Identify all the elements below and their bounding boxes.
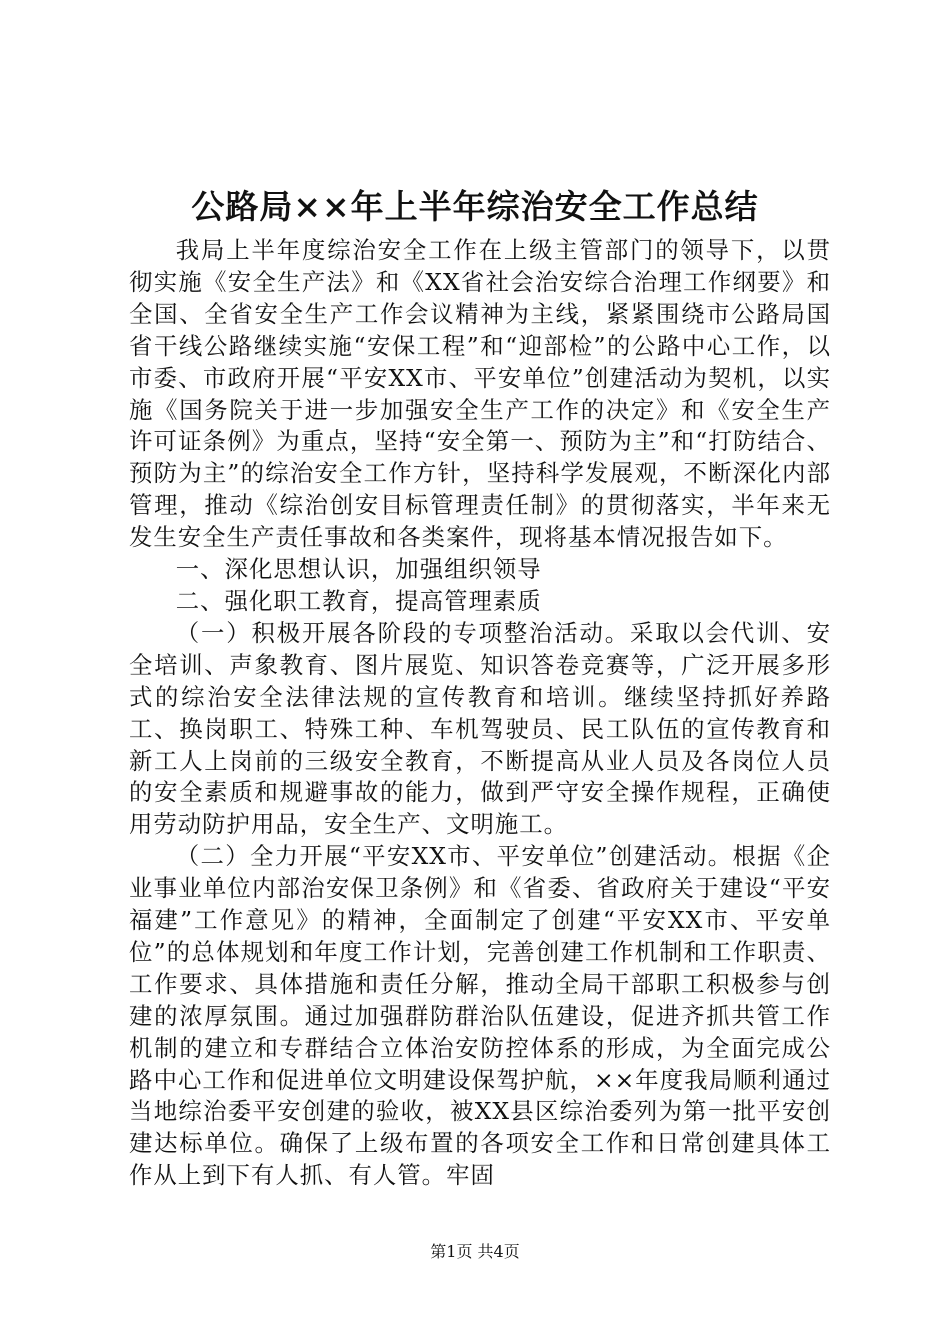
subsection-paragraph-2: （二）全力开展“平安XX市、平安单位”创建活动。根据《企业事业单位内部治安保卫条例》和《省委、省政府关于建设“平安福建”工作意见》的精神，全面制定了创建“平安XX市、平安单位”的总体规划和年度工作计划，完善创建工作机制和工作职责、工作要求、具体措施和责任分解，推动全局干部职工积极参与创建的浓厚氛围。通过加强群防群治队伍建设，促进齐抓共管工作机制的建立和专群结合立体治安防控体系的形成，为全面完成公路中心工作和促进单位文明建设保驾护航，××年度我局顺利通过当地综治委平安创建的验收，被XX县区综治委列为第一批平安创建达标单位。确保了上级布置的各项安全工作和日常创建具体工作从上到下有人抓、有人管。牢固 [129, 842, 831, 1190]
document-body [129, 235, 831, 1192]
section-heading-1: 一、深化思想认识，加强组织领导 [175, 555, 542, 584]
intro-paragraph: 我局上半年度综治安全工作在上级主管部门的领导下，以贯彻实施《安全生产法》和《XX省社会治安综合治理工作纲要》和全国、全省安全生产工作会议精神为主线，紧紧围绕市公路局国省干线公路继续实施“安保工程”和“迎部检”的公路中心工作，以市委、市政府开展“平安XX市、平安单位”创建活动为契机，以实施《国务院关于进一步加强安全生产工作的决定》和《安全生产许可证条例》为重点，坚持“安全第一、预防为主”和“打防结合、预防为主”的综治安全工作方针，坚持科学发展观，不断深化内部管理，推动《综治创安目标管理责任制》的贯彻落实，半年来无发生安全生产责任事故和各类案件，现将基本情况报告如下。 [129, 236, 831, 552]
document-title: 公路局××年上半年综治安全工作总结 [191, 187, 759, 226]
subsection-paragraph-1: （一）积极开展各阶段的专项整治活动。采取以会代训、安全培训、声象教育、图片展览、知识答卷竞赛等，广泛开展多形式的综治安全法律法规的宣传教育和培训。继续坚持抓好养路工、换岗职工、特殊工种、车机驾驶员、民工队伍的宣传教育和新工人上岗前的三级安全教育，不断提高从业人员及各岗位人员的安全素质和规避事故的能力，做到严守安全操作规程，正确使用劳动防护用品，安全生产、文明施工。 [129, 618, 831, 839]
section-heading-2: 二、强化职工教育，提高管理素质 [175, 586, 542, 615]
page-number-footer: 第1页 共4页 [430, 1242, 520, 1261]
